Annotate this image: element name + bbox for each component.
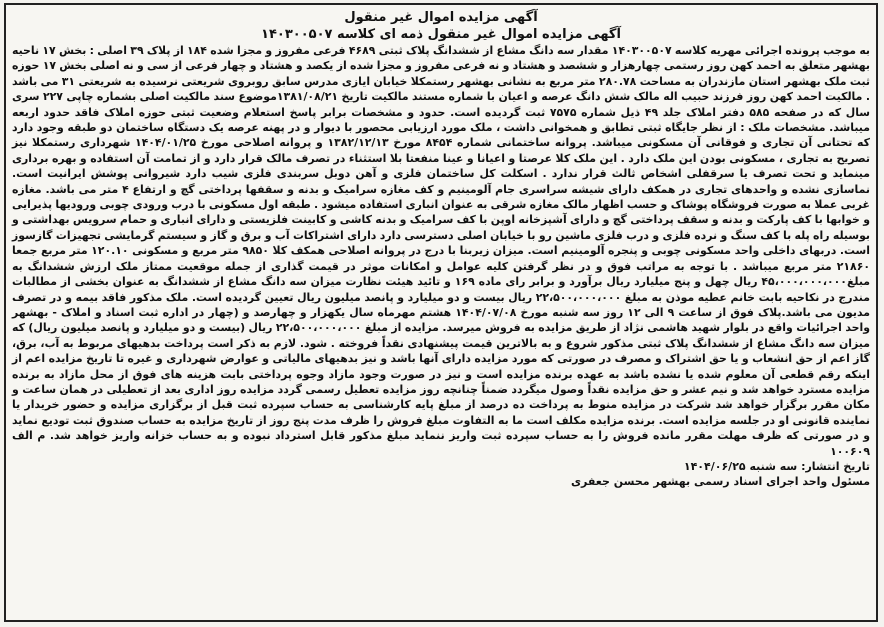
- notice-frame: [4, 3, 878, 622]
- publication-date: تاریخ انتشار: سه شنبه ۱۴۰۴/۰۶/۲۵: [683, 459, 870, 473]
- notice-paragraph: به موجب پرونده اجرائی مهریه کلاسه ۱۴۰۳۰۰۵۰۷ مقدار سه دانگ مشاع از ششدانگ پلاک ثبتی ۴۶۸۹ فرعی مفروز و مجزا شده ۱۸۴ از پلاک ۳۹ اصلی : بخش ۱۷ ناحیه بهشهر متعلق به احمد کهن روز رستمی چهارهزار و ششصد و هشتاد و نه فرعی مفروز و مجزا شده از یکصد و هشتاد و چهار فرعی از سی و نه اصلی بخش ۱۷ حوزه ثبت ملک بهشهر استان مازندران به مساحت ۲۸۰.۷۸ متر مربع به نشانی بهشهر رستمکلا خیابان ایازی مدرس سابق روبروی شریعتی نرسیده به شریعتی ۳۱ می باشد . مالکیت احمد کهن روز فرزند حبیب اله مالک شش دانگ عرصه و اعیان با شماره مستند مالکیت تاریخ ۱۳۸۱/۰۸/۲۱موضوع سند مالکیت اصلی بشماره چاپی ۲۲۷ سری سال که در صفحه ۵۸۵ دفتر املاک جلد ۴۹ ذیل شماره ۷۵۷۵ ثبت گردیده است. حدود و مشخصات برابر پاسخ استعلام وضعیت ثبتی حوزه املاک فاقد حدود اربعه میباشد. مشخصات ملک : از نظر جایگاه ثبتی تطابق و همخوانی داشت ، ملک مورد ارزیابی محصور با دیوار و در پهنه عرصه یک دستگاه ساختمان دو طبقه وجود دارد که تحتانی آن تجاری و فوقانی آن مسکونی میباشد. پروانه ساختمانی شماره ۸۴۵۴ مورخ ۱۳۸۲/۱۲/۱۳ و پروانه اصلاحی مورخ ۱۴۰۴/۰۱/۲۵ شهرداری رستمکلا نیز تصریح به تجاری ، مسکونی بودن این ملک دارد . این ملک کلا عرصتا و اعیانا و عینا منفعتا بلا استثناء در تصرف مالک قرار دارد و از تمامت آن استفاده و بهره برداری مینماید و تحت تصرف یا سرقفلی اشخاص ثالث قرار ندارد . اسکلت کل ساختمان فلزی و آهن دوبل سربندی فلزی شیب دارد شیروانی پوشش ایرانیت است. نماسازی نشده و واحدهای تجاری در همکف دارای شیشه سراسری جام آلومینیم و کف مغازه سرامیک و بدنه و سقفها پرداختی گچ و ارتفاع ۴ متر می باشد. مغازه غربی عملا به صورت فروشگاه پوشاک و حسب اظهار مالک مغازه شرقی به عنوان انباری استفاده میشود . طبقه اول مسکونی با درب ورودی چوبی وروديها پذیرایی و خوابها با کف پارکت و بدنه و سقف پرداختی گچ و دارای آشپزخانه اوپن با کف سرامیک و بدنه کاشی و کابینت فلزیستی و دارای انباری و حمام سرویس بهداشتی و بوسیله راه پله با کف سنگ و نرده فلزی و درب فلزی ماشین رو با خیابان اصلی دسترسی دارد دارای اشتراکات آب و برق و گاز و سیستم گرمایشی تجهیزات گازسوز است. دربهای داخلی واحد مسکونی چوبی و پنجره آلومینیم است. میزان زیربنا با درج در پروانه اصلاحی همکف کلا ۹۸۵۰ متر مربع و مسکونی ۱۲۰.۱۰ متر مربع جمعا ۲۱۸۶۰ متر مربع میباشد . با توجه به مراتب فوق و در نظر گرفتن کلیه عوامل و امکانات موثر در قیمت گذاری از جمله موقعیت ممتاز ملک ارزش ششدانگ به مبلغ۴۵،۰۰۰،۰۰۰،۰۰۰ ریال چهل و پنج میلیارد ریال برآورد و برابر رای ماده ۱۶۹ و تائید هیئت نظارت میزان سه دانگ مشاع از ششدانگ به عنوان بخشی از مطالبات مندرج در نکاحیه بابت خانم عطیه موذن به مبلغ ۲۲،۵۰۰،۰۰۰،۰۰۰ ریال بیست و دو میلیارد و پانصد میلیون ریال تعیین گردیده است. ملک مذکور فاقد بیمه و در تصرف مدیون می باشد.پلاک فوق از ساعت ۹ الی ۱۲ روز سه شنبه مورخ ۱۴۰۴/۰۷/۰۸ هشتم مهرماه سال یکهزار و چهارصد و (چهار در اداره ثبت اسناد و املاک - بهشهر واحد اجرائیات واقع در بلوار شهید هاشمی نژاد از طریق مزایده به فروش میرسد. مزایده از مبلغ ۲۲،۵۰۰،۰۰۰،۰۰۰ ریال (بیست و دو میلیارد و پانصد میلیون ریال) که میزان سه دانگ مشاع از ششدانگ پلاک ثبتی مذکور شروع و به بالاترین قیمت پیشنهادی نقداً فروخته . شود. لازم به ذکر است پرداخت بدهیهای مربوط به آب، برق، گاز اعم از حق انشعاب و یا حق اشتراک و مصرف در صورتی که مورد مزایده دارای آنها باشد و نیز بدهیهای مالیاتی و عوارض شهرداری و غیره تا تاریخ مزایده اعم از اینکه رقم قطعی آن معلوم شده یا نشده باشد به عهده برنده مزایده است و نیز در صورت وجود مازاد وجوه پرداختی بابت هزینه های فوق از محل مازاد به برنده مزایده مسترد خواهد شد و نیم عشر و حق مزایده نقداً وصول میگردد ضمناً چنانچه روز مزایده تعطیل رسمی گردد مزایده روز اداری بعد از تعطیلی در همان ساعت و مکان مقرر برگزار خواهد شد شرکت در مزایده منوط به پرداخت ده درصد از مبلغ پایه کارشناسی به حساب سپرده ثبت قبل از برگزاری مزایده و حضور خریدار یا نماینده قانونی او در جلسه مزایده است. برنده مزایده مکلف است ما به التفاوت مبلغ فروش را ظرف مدت پنج روز از تاریخ مزایده به حساب صندوق ثبت تودیع نماید و در صورتی که ظرف مهلت مقرر مانده فروش را به حساب سپرده ثبت واریز ننماید مبلغ مذکور قابل استرداد نبوده و به حساب خزانه واریز خواهد شد. م الف ۱۰۰۶۰۹: [12, 44, 871, 458]
- notice-title: آگهی مزایده اموال غیر منقول: [344, 10, 538, 25]
- signature-line: مسئول واحد اجرای اسناد رسمی بهشهر محسن جعفری: [570, 475, 870, 489]
- notice-body: [12, 43, 870, 459]
- notice-content: [12, 9, 870, 616]
- notice-subtitle: آگهی مزایده اموال غیر منقول ذمه ای کلاسه ۱۴۰۳۰۰۵۰۷: [261, 27, 621, 42]
